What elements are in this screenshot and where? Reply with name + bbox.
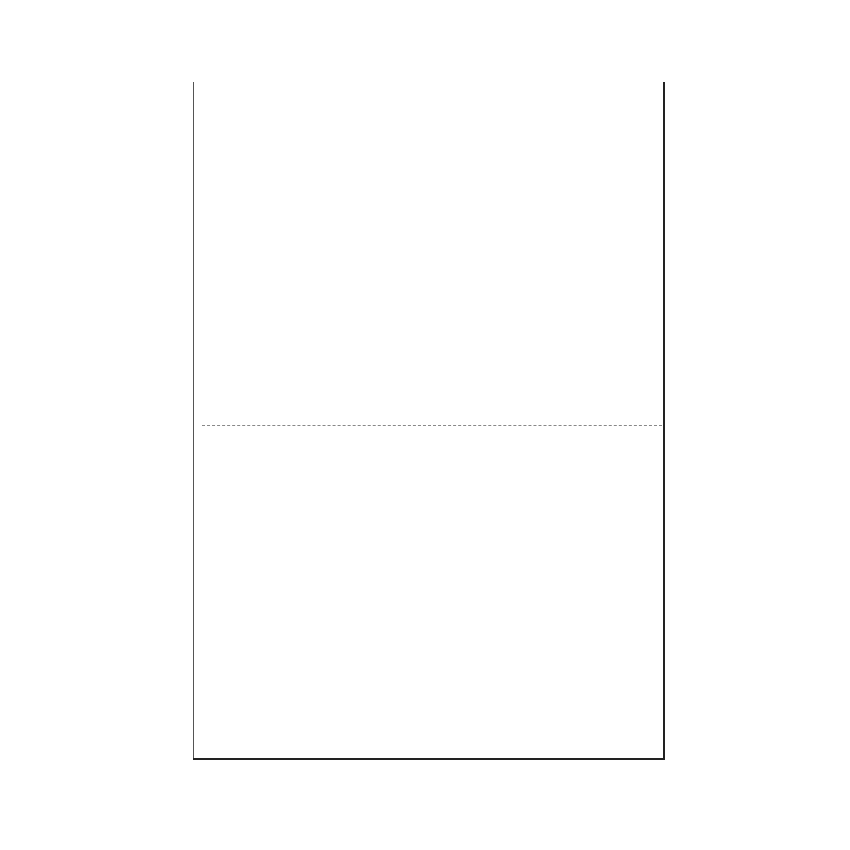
section-divider [202, 425, 662, 427]
page-frame [193, 82, 665, 760]
